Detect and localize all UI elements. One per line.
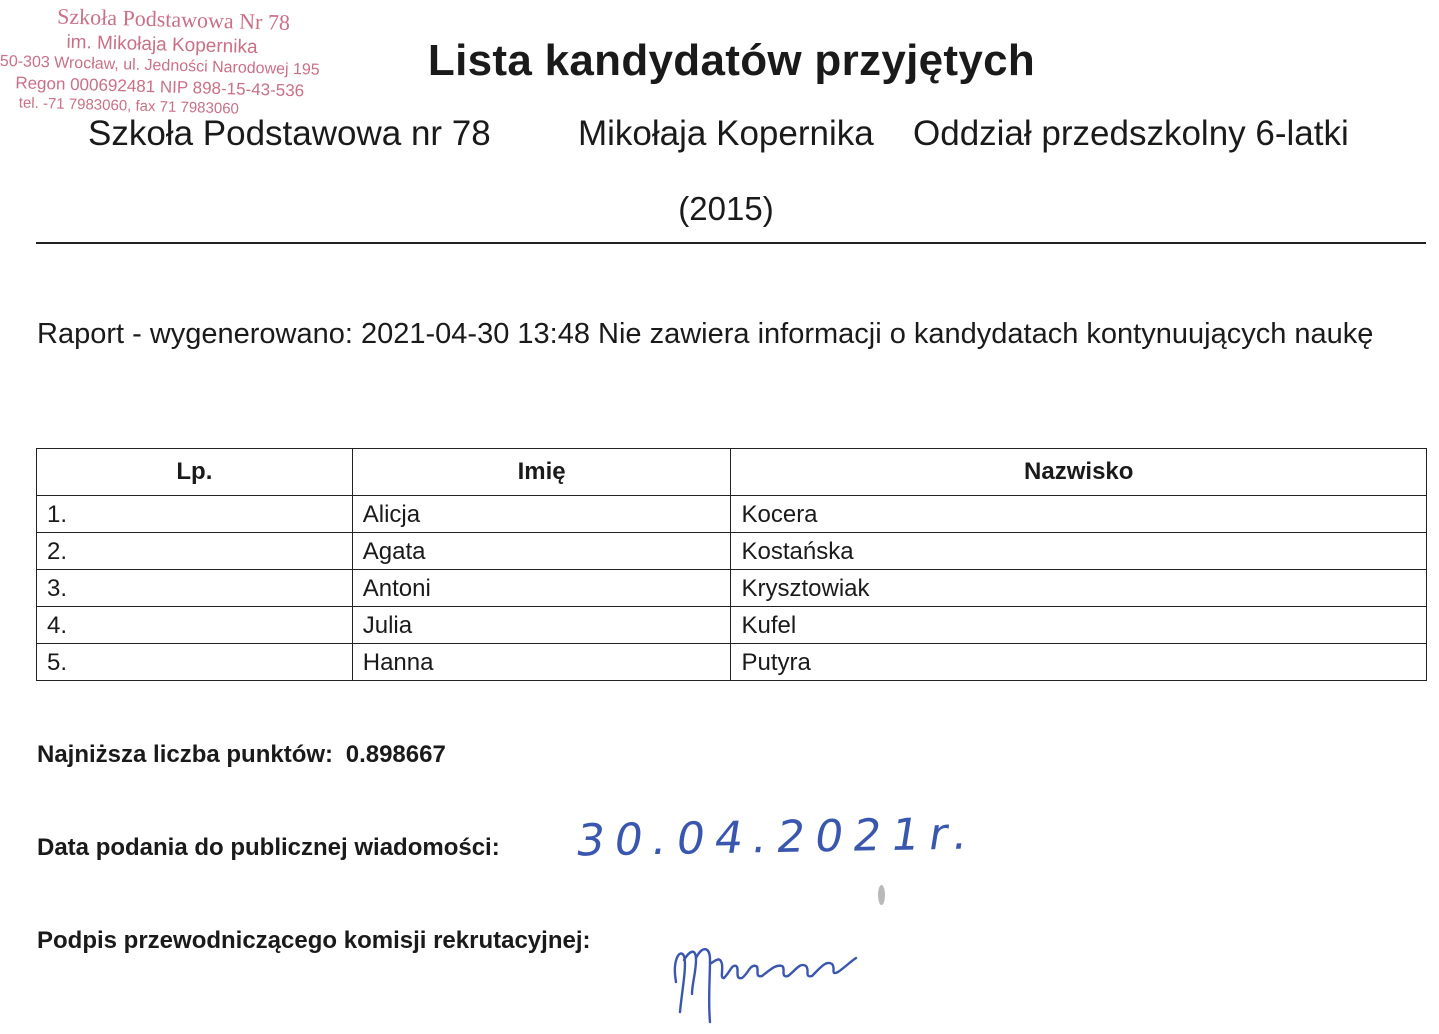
cell-nazwisko: Kocera bbox=[731, 496, 1427, 533]
stamp-line-2: im. Mikołaja Kopernika bbox=[66, 31, 258, 58]
min-points-label: Najniższa liczba punktów: bbox=[37, 741, 334, 768]
table-row bbox=[37, 496, 1427, 533]
cell-imie: Alicja bbox=[352, 496, 731, 533]
publish-date-label: Data podania do publicznej wiadomości: bbox=[37, 834, 500, 861]
signature-label: Podpis przewodniczącego komisji rekrutacyjnej: bbox=[37, 927, 591, 954]
cell-nazwisko: Putyra bbox=[731, 644, 1427, 681]
cell-lp: 5. bbox=[37, 644, 353, 681]
stamp-line-5: tel. -71 7983060, fax 71 7983060 bbox=[18, 93, 240, 118]
cell-imie: Julia bbox=[352, 607, 731, 644]
stamp-line-3: 50-303 Wrocław, ul. Jedności Narodowej 195 bbox=[0, 53, 320, 80]
table-row bbox=[37, 607, 1427, 644]
min-points bbox=[37, 741, 446, 769]
handwritten-signature bbox=[660, 920, 870, 1030]
report-info: Raport - wygenerowano: 2021-04-30 13:48 Nie zawiera informacji o kandydatach kontynuujących naukę bbox=[37, 318, 1374, 350]
cell-imie: Hanna bbox=[352, 644, 731, 681]
column-header-imie: Imię bbox=[352, 449, 731, 496]
header-divider bbox=[36, 242, 1426, 244]
scan-speck bbox=[878, 885, 885, 905]
stamp-line-4: Regon 000692481 NIP 898-15-43-536 bbox=[15, 73, 305, 101]
handwritten-date: 30.04.2021r. bbox=[572, 808, 982, 867]
page-title: Lista kandydatów przyjętych bbox=[427, 36, 1036, 85]
cell-lp: 2. bbox=[37, 533, 353, 570]
cell-lp: 4. bbox=[37, 607, 353, 644]
school-patron: Mikołaja Kopernika bbox=[578, 114, 874, 153]
cell-lp: 3. bbox=[37, 570, 353, 607]
school-unit: Oddział przedszkolny 6-latki bbox=[913, 114, 1349, 153]
cell-nazwisko: Kostańska bbox=[731, 533, 1427, 570]
table-row bbox=[37, 570, 1427, 607]
cell-nazwisko: Krysztowiak bbox=[731, 570, 1427, 607]
cell-imie: Agata bbox=[352, 533, 731, 570]
column-header-lp: Lp. bbox=[37, 449, 353, 496]
table-row bbox=[37, 644, 1427, 681]
stamp-line-1: Szkoła Podstawowa Nr 78 bbox=[56, 3, 291, 35]
table-header-row bbox=[37, 449, 1427, 496]
school-name: Szkoła Podstawowa nr 78 bbox=[88, 114, 491, 153]
column-header-nazwisko: Nazwisko bbox=[731, 449, 1427, 496]
candidates-table bbox=[36, 448, 1427, 681]
table-row bbox=[37, 533, 1427, 570]
min-points-value: 0.898667 bbox=[345, 741, 446, 768]
cell-nazwisko: Kufel bbox=[731, 607, 1427, 644]
cell-lp: 1. bbox=[37, 496, 353, 533]
recruitment-year: (2015) bbox=[678, 190, 774, 227]
cell-imie: Antoni bbox=[352, 570, 731, 607]
